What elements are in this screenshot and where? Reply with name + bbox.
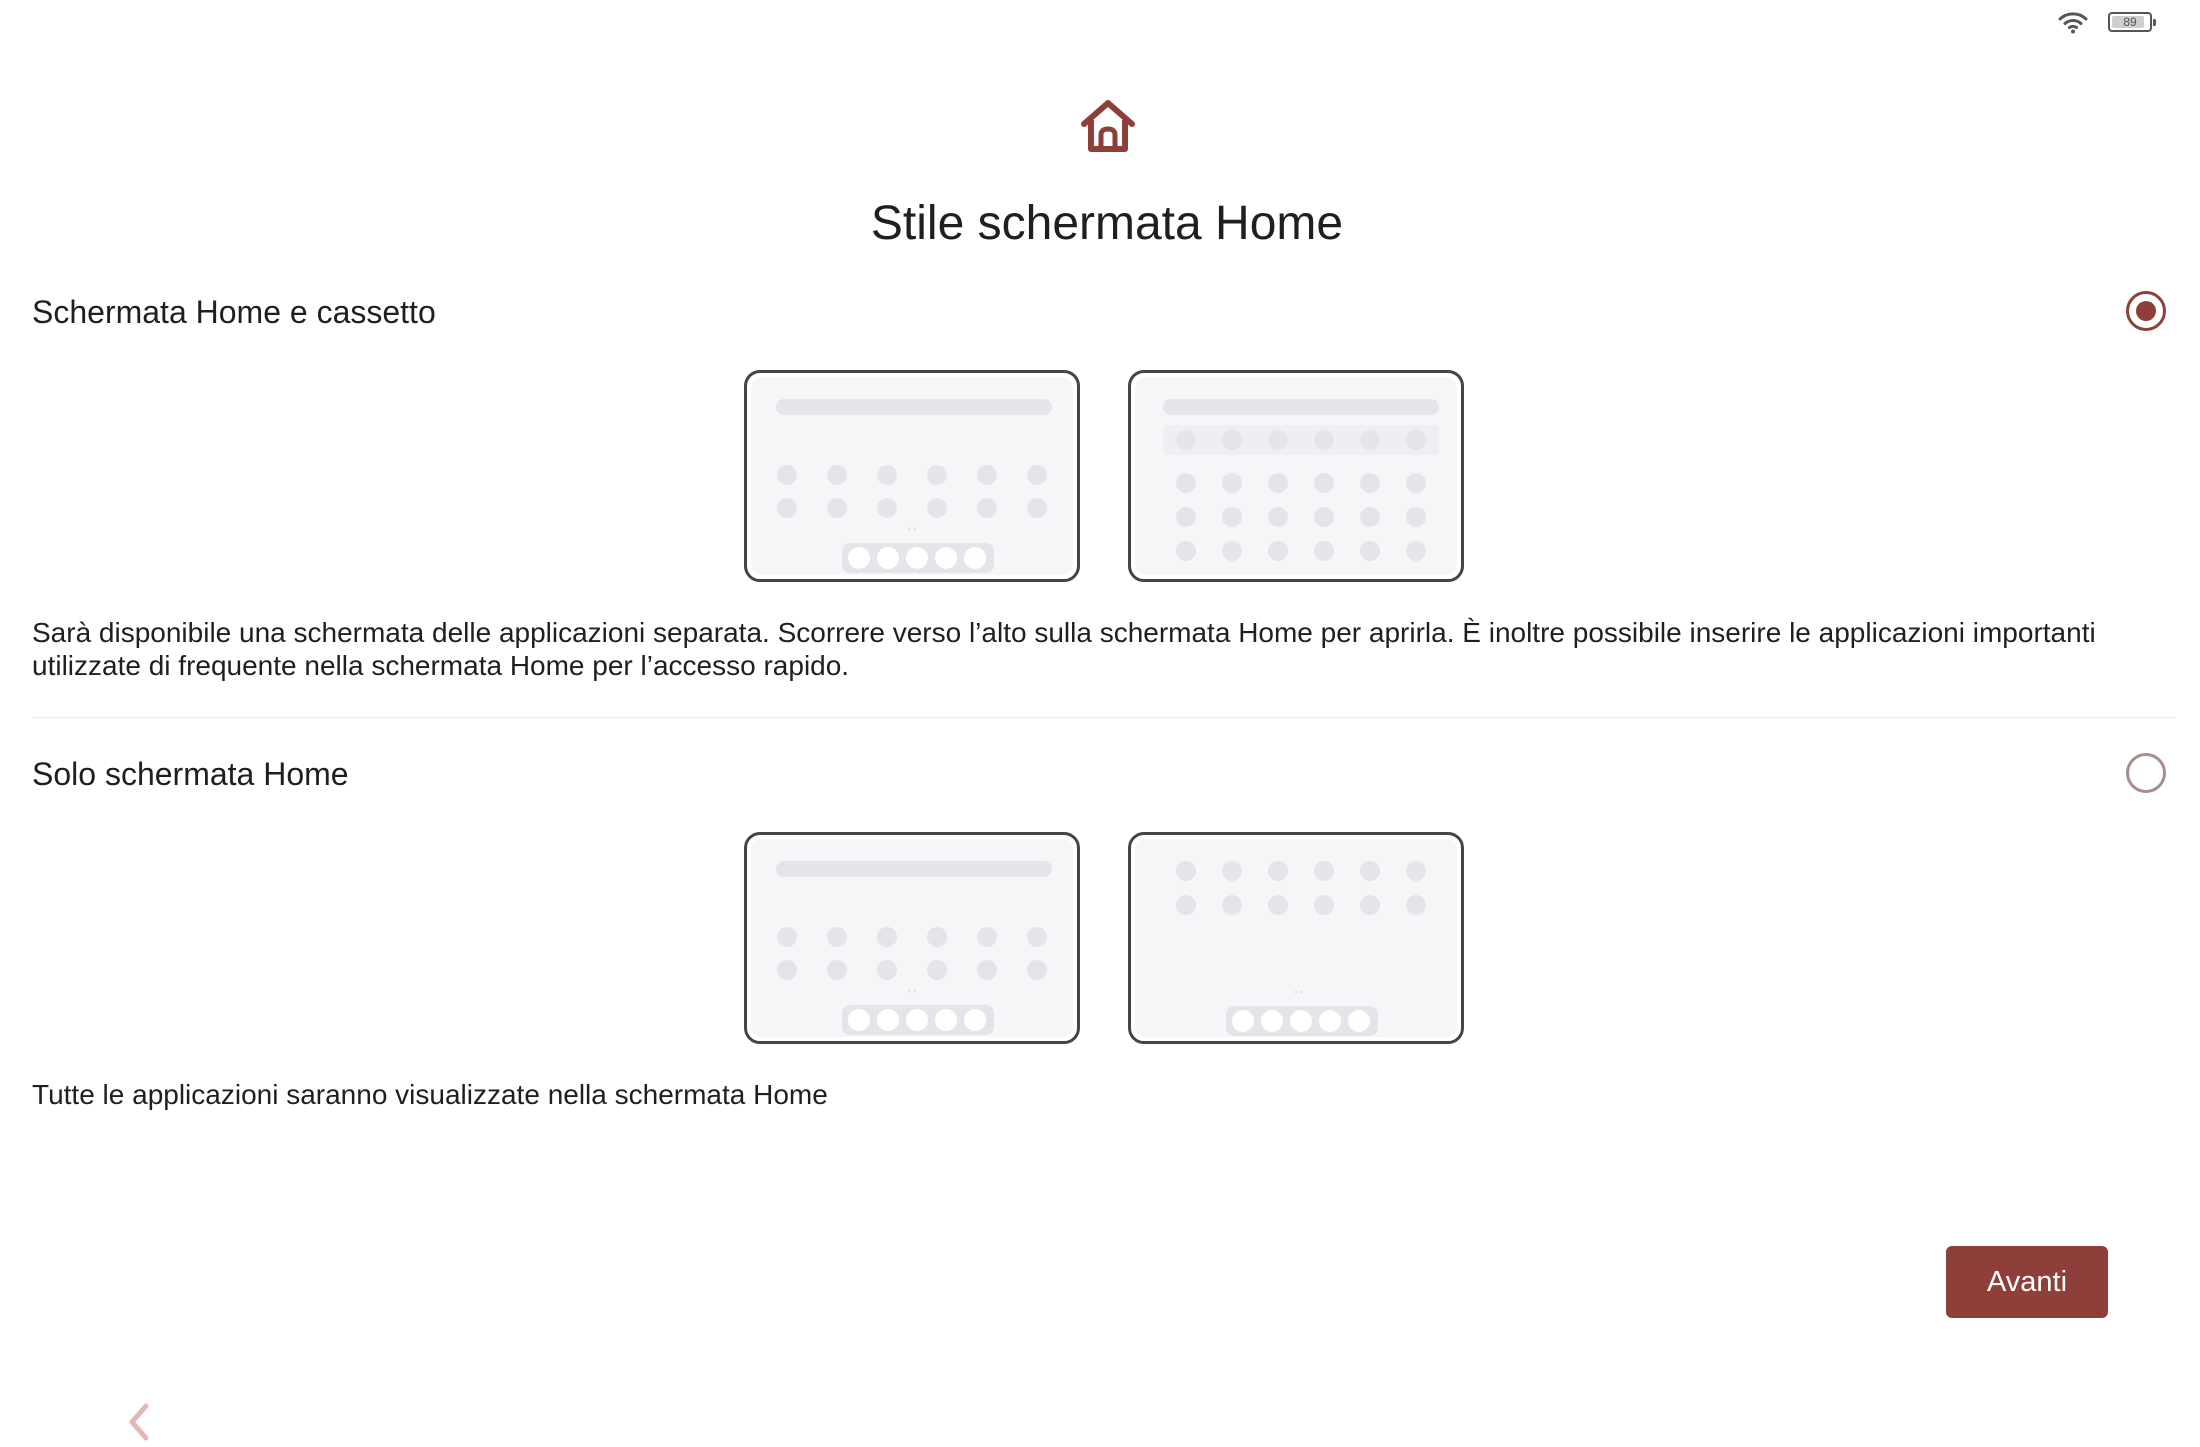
option-home-and-drawer[interactable] (32, 294, 2168, 694)
next-button[interactable]: Avanti (1946, 1246, 2108, 1318)
preview-home-screen (744, 832, 1080, 1044)
option-title: Schermata Home e cassetto (32, 294, 436, 330)
preview-app-drawer (1128, 370, 1464, 582)
preview-home-screen-page-2 (1128, 832, 1464, 1044)
divider (32, 717, 2176, 718)
option-previews (744, 370, 1464, 582)
option-previews (744, 832, 1464, 1044)
chevron-left-icon[interactable] (124, 1402, 152, 1442)
option-description: Tutte le applicazioni saranno visualizzate nella schermata Home (32, 1079, 828, 1110)
page-title: Stile schermata Home (870, 197, 1344, 250)
preview-home-screen (744, 370, 1080, 582)
option-home-only[interactable] (32, 756, 2168, 1116)
battery-level: 89 (2123, 15, 2137, 29)
radio-home-and-drawer[interactable] (2126, 291, 2166, 331)
radio-home-only[interactable] (2126, 753, 2166, 793)
wifi-icon (2058, 10, 2088, 34)
status-bar (2058, 8, 2152, 36)
option-title: Solo schermata Home (32, 756, 349, 792)
option-description: Sarà disponibile una schermata delle applicazioni separata. Scorrere verso l’alto sulla schermata Home per aprirla. È inoltre possibile inserire le applicazioni importanti utilizzate di frequente nella schermata Home per l’accesso rapido. (32, 617, 2096, 681)
home-icon (1080, 98, 1136, 154)
battery-icon (2108, 12, 2152, 32)
